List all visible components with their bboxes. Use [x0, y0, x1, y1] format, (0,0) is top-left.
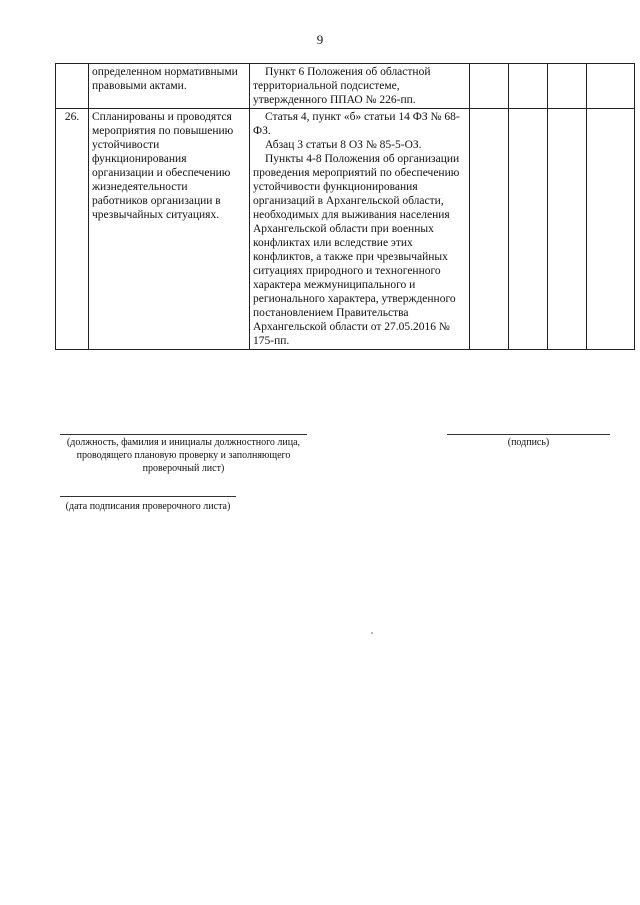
date-signature-line [60, 496, 236, 497]
answer-yes-cell [470, 109, 509, 350]
signature-line [447, 434, 610, 435]
page-number: 9 [316, 32, 324, 47]
reference-paragraph: Пункт 6 Положения об областной территориальной подсистеме, утвержденного ППАО № 226-пп. [253, 66, 431, 106]
position-caption: (должность, фамилия и инициалы должностного лица, проводящего плановую проверку и заполняющего проверочный лист) [66, 437, 301, 474]
answer-na-cell [548, 109, 587, 350]
reference-cell [250, 109, 470, 350]
answer-no-cell [509, 64, 548, 109]
row-number-cell: 26. [56, 109, 89, 350]
answer-no-cell [509, 109, 548, 350]
table-row [56, 64, 635, 109]
comment-cell [587, 64, 635, 109]
requirement-cell: Спланированы и проводятся мероприятия по повышению устойчивости функционирования организации и обеспечению жизнедеятельности работников организации в чрезвычайных ситуациях. [89, 109, 250, 350]
checklist-table [55, 63, 635, 350]
reference-paragraph: Абзац 3 статьи 8 ОЗ № 85-5-ОЗ. [265, 139, 422, 151]
date-caption: (дата подписания проверочного листа) [65, 501, 231, 512]
row-number-cell [56, 64, 89, 109]
requirement-cell: определенном нормативными правовыми актами. [89, 64, 250, 109]
comment-cell [587, 109, 635, 350]
answer-yes-cell [470, 64, 509, 109]
scan-speck [371, 632, 373, 634]
signature-caption: (подпись) [507, 437, 550, 448]
reference-cell [250, 64, 470, 109]
position-signature-line [60, 434, 307, 435]
reference-paragraph: Пункты 4-8 Положения об организации проведения мероприятий по обеспечению устойчивости функционирования организаций в Архангельской области, необходимых для выживания населения Архангельской области при военных конфликтах или вследствие этих конфликтов, а также при чрезвычайных ситуациях природного и техногенного характера межмуниципального и регионального характера, утвержденного постановлением Правительства Архангельской области от 27.05.2016 № 175-пп. [253, 153, 460, 347]
answer-na-cell [548, 64, 587, 109]
reference-paragraph: Статья 4, пункт «б» статьи 14 ФЗ № 68-ФЗ. [253, 111, 460, 137]
table-row [56, 109, 635, 350]
